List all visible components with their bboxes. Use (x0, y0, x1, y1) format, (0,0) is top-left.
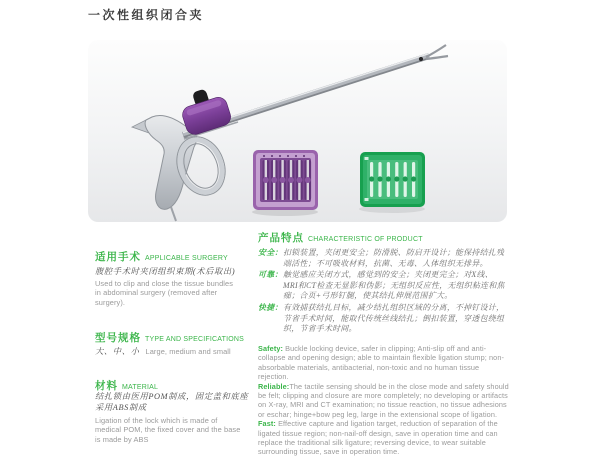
section-title-zh: 材料 (95, 380, 118, 392)
feature-text: 扣锁装置，夹闭更安全；防滑脱、防启开设计；能保持结扎残端活性；不可吸收材料，抗菌、无毒、人体组织无排异。 (283, 248, 505, 268)
material-text-en: Ligation of the lock which is made of medical POM, the fixed cover and the base is made by ABS (95, 416, 241, 444)
feature-item-safety-en (258, 344, 509, 382)
type-specifications-text-zh: 大、中、小 (95, 347, 140, 356)
type-specifications-text-en: Large, medium and small (145, 347, 231, 356)
feature-label: 安全： (258, 248, 283, 257)
characteristics-list-zh (258, 248, 506, 336)
material-text-zh: 结扎锁由医用POM制成，固定盖和底座采用ABS制成 (95, 392, 249, 412)
section-header-characteristics (258, 228, 423, 246)
green-cartridge-image (359, 152, 425, 213)
applicable-surgery-text-zh: 腹腔手术时夹闭组织束期(术后取出) (95, 267, 236, 276)
feature-label: 快捷： (258, 302, 283, 312)
feature-label: Fast: (258, 419, 276, 429)
section-header-type-specifications (95, 328, 244, 346)
applicable-surgery-text-en: Used to clip and close the tissue bundles in abdominal surgery (removed after surgery). (95, 279, 234, 307)
characteristics-list-en (258, 344, 509, 457)
type-specifications-text (95, 346, 260, 357)
section-title-zh: 产品特点 (258, 232, 304, 244)
feature-item-safety-zh (258, 248, 506, 269)
section-title-zh: 适用手术 (95, 251, 141, 263)
feature-text: 触觉感应关闭方式，感觉到的安全；夹闭更完全；对X线、MRI和CT检查无显影和伪影；无组织反应性，无组织粘连和焦痂；合页+弓形钉腿，使其结扎伸展范围扩大。 (283, 270, 505, 301)
feature-item-fast-zh (258, 303, 506, 335)
feature-label: Safety: (258, 344, 284, 353)
section-title-en: CHARACTERISTIC OF PRODUCT (308, 236, 423, 243)
feature-text: The tactile sensing should be in the close mode and safety should be felt; clipping and closure are more completely; no developing or artifacts on X-ray, MRI and CT examination; no tissue reaction, no tissue adhesions or eschar; hinge+bow peg leg, large in the extensional scope of ligation. (258, 381, 509, 419)
section-title-en: MATERIAL (122, 384, 159, 391)
page-title: 一次性组织闭合夹 (88, 8, 205, 22)
feature-text: Buckle locking device, safer in clipping; Anti-slip off and anti-collapse and opening design; able to maintain flexible ligation stump; non-absorbable materials, antibacterial, non-toxic and no human tissue rejection. (258, 344, 505, 382)
feature-label: Reliable: (258, 381, 290, 391)
feature-item-reliable-zh (258, 270, 506, 302)
section-title-en: TYPE AND SPECIFICATIONS (145, 336, 244, 343)
feature-item-fast-en (258, 419, 509, 457)
feature-item-reliable-en (258, 382, 509, 420)
instrument-handle (132, 116, 234, 221)
product-photo-panel (88, 40, 507, 222)
section-header-applicable-surgery (95, 247, 228, 265)
feature-label: 可靠： (258, 270, 283, 280)
feature-text: Effective capture and ligation target, reduction of separation of the ligated tissue region; non-nail-off design, save in operation time and can replace the traditional silk ligature; reversing device, to wear suitable surrounding tissue, save in operation time. (258, 419, 498, 457)
section-title-en: APPLICABLE SURGERY (145, 255, 228, 262)
clip-applier-image (88, 40, 507, 222)
purple-cartridge-image (252, 150, 318, 216)
section-title-zh: 型号规格 (95, 332, 141, 344)
feature-text: 有效捕获结扎目标，减少结扎组织区域的分离，不掉钉设计，节省手术时间，能取代传统丝线结扎；倒扣装置，穿透包绕组织，节省手术时间。 (283, 302, 505, 334)
